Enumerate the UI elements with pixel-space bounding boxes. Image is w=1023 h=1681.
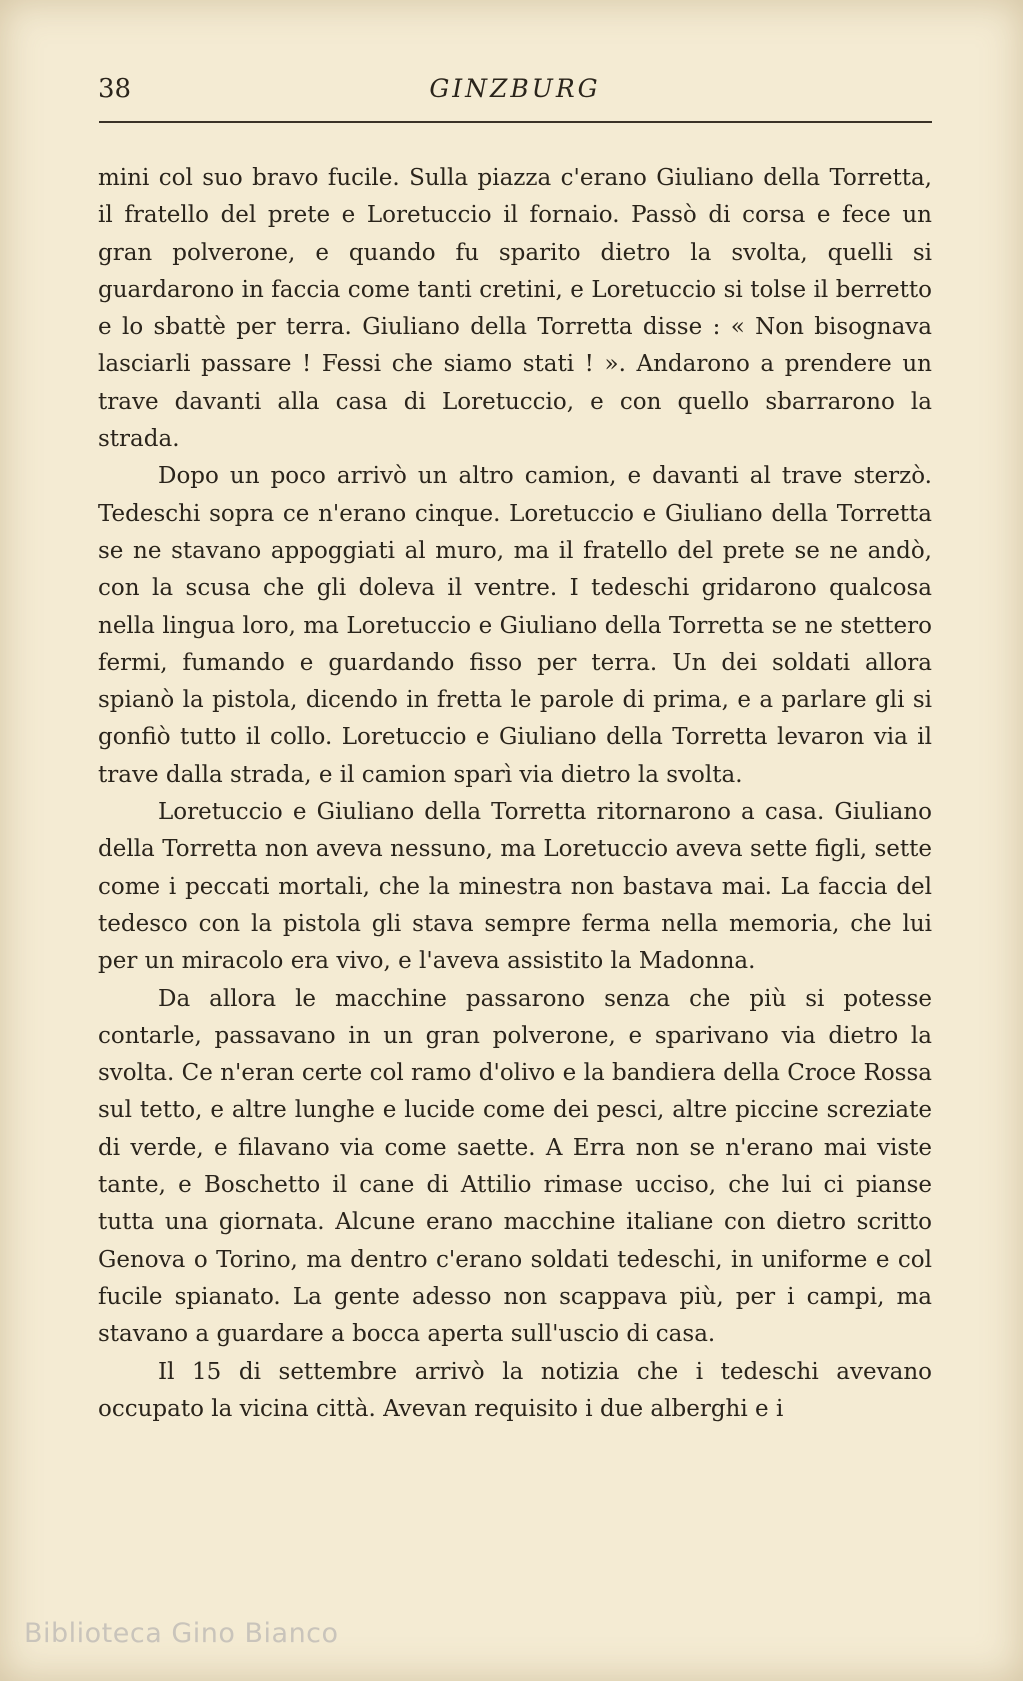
body-text: [98, 160, 932, 1428]
running-head: GINZBURG: [429, 74, 601, 103]
paragraph: mini col suo bravo fucile. Sulla piazza c'erano Giuliano della Torretta, il fratello del prete e Loretuccio il fornaio. Passò di corsa e fece un gran polverone, e quando fu sparito dietro la svolta, quelli si guardarono in faccia come tanti cretini, e Loretuccio si tolse il berretto e lo sbattè per terra. Giuliano della Torretta disse : « Non bisognava lasciarli passare ! Fessi che siamo stati ! ». Andarono a prendere un trave davanti alla casa di Loretuccio, e con quello sbarrarono la strada.: [98, 165, 932, 453]
paragraph: Loretuccio e Giuliano della Torretta ritornarono a casa. Giuliano della Torretta non aveva nessuno, ma Loretuccio aveva sette figli, sette come i peccati mortali, che la minestra non bastava mai. La faccia del tedesco con la pistola gli stava sempre ferma nella memoria, che lui per un miracolo era vivo, e l'aveva assistito la Madonna.: [98, 799, 932, 975]
paragraph: Dopo un poco arrivò un altro camion, e davanti al trave sterzò. Tedeschi sopra ce n'erano cinque. Loretuccio e Giuliano della Torretta se ne stavano appoggiati al muro, ma il fratello del prete se ne andò, con la scusa che gli doleva il ventre. I tedeschi gridarono qualcosa nella lingua loro, ma Loretuccio e Giuliano della Torretta se ne stettero fermi, fumando e guardando fisso per terra. Un dei soldati allora spianò la pistola, dicendo in fretta le parole di prima, e a parlare gli si gonfiò tutto il collo. Loretuccio e Giuliano della Torretta levaron via il trave dalla strada, e il camion sparì via dietro la svolta.: [98, 463, 932, 788]
page-header: [98, 74, 932, 114]
paragraph: Il 15 di settembre arrivò la notizia che i tedeschi avevano occupato la vicina città. Avevan requisito i due alberghi e i: [98, 1358, 932, 1422]
page-number: 38: [98, 74, 132, 104]
paragraph: Da allora le macchine passarono senza che più si potesse contarle, passavano in un gran polverone, e sparivano via dietro la svolta. Ce n'eran certe col ramo d'olivo e la bandiera della Croce Rossa sul tetto, e altre lunghe e lucide come dei pesci, altre piccine screziate di verde, e filavano via come saette. A Erra non se n'erano mai viste tante, e Boschetto il cane di Attilio rimase ucciso, che lui ci pianse tutta una giornata. Alcune erano macchine italiane con dietro scritto Genova o Torino, ma dentro c'erano soldati tedeschi, in uniforme e col fucile spianato. La gente adesso non scappava più, per i campi, ma stavano a guardare a bocca aperta sull'uscio di casa.: [98, 985, 932, 1348]
header-rule: [99, 121, 932, 123]
library-watermark: Biblioteca Gino Bianco: [24, 1618, 339, 1649]
